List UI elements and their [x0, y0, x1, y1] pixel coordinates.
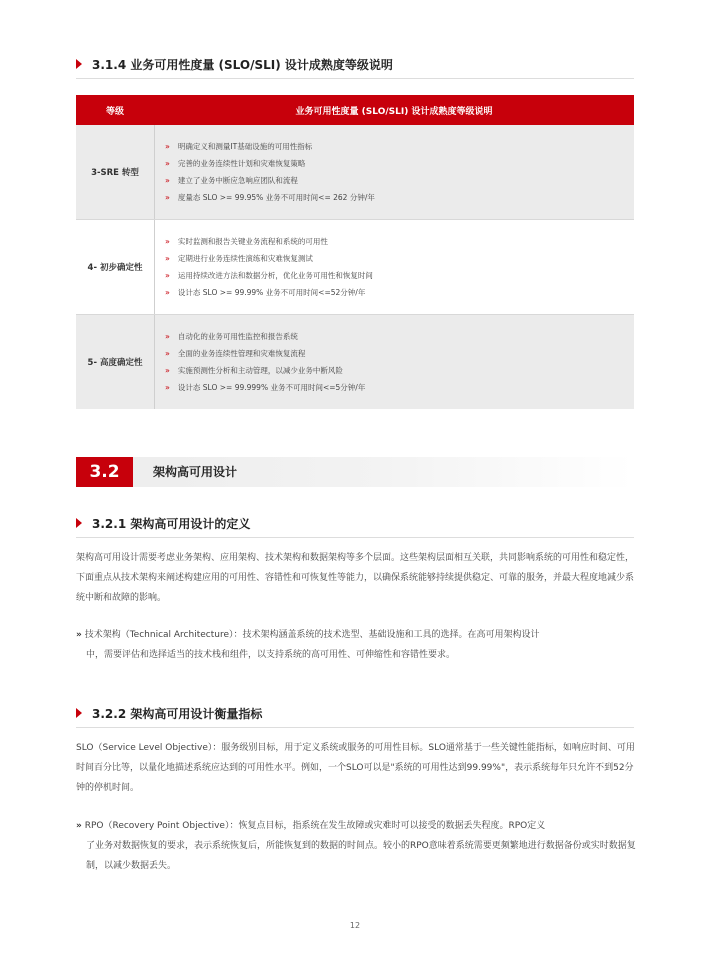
subsection-title-314: 3.1.4 业务可用性度量 (SLO/SLI) 设计成熟度等级说明 — [92, 58, 393, 72]
bullet-text: 技术架构（Technical Architecture）：技术架构涵盖系统的技术选型、基础设施和工具的选择。在高可用架构设计 — [84, 630, 540, 640]
list-item: » 全面的业务连续性管理和灾难恢复流程 — [165, 345, 634, 362]
bullet-paragraph — [76, 625, 636, 665]
divider — [76, 78, 634, 79]
list-item: » 设计态 SLO >= 99.999% 业务不可用时间<=5分钟/年 — [165, 379, 634, 396]
description-cell — [155, 315, 634, 409]
bullet-text: RPO（Recovery Point Objective）：恢复点目标，指系统在发生故障或灾难时可以接受的数据丢失程度。RPO定义 — [84, 821, 546, 831]
list-item: » 实施预测性分析和主动管理，以减少业务中断风险 — [165, 362, 634, 379]
bullet-text-continued: 了业务对数据恢复的要求，表示系统恢复后，所能恢复到的数据的时间点。较小的RPO意味着系统需要更频繁地进行数据备份或实时数据复制，以减少数据丢失。 — [86, 841, 636, 871]
bullet-text-continued: 中，需要评估和选择适当的技术栈和组件，以支持系统的高可用性、可伸缩性和容错性要求。 — [86, 650, 456, 660]
table-row — [76, 314, 634, 409]
table-row — [76, 125, 634, 219]
description-cell — [155, 220, 634, 314]
list-item: » 运用持续改进方法和数据分析，优化业务可用性和恢复时间 — [165, 267, 634, 284]
list-item: » 建立了业务中断应急响应团队和流程 — [165, 172, 634, 189]
chevron-right-icon — [76, 59, 82, 69]
header-level: 等级 — [105, 106, 124, 117]
level-cell: 3-SRE 转型 — [76, 125, 155, 219]
divider — [76, 537, 634, 538]
paragraph: SLO（Service Level Objective）：服务级别目标，用于定义系统或服务的可用性目标。SLO通常基于一些关键性能指标，如响应时间、可用时间百分比等，以量化地描述系统应达到的可用性水平。例如，一个SLO可以是"系统的可用性达到99.99%"，表示系统每年只允许不到52分钟的停机时间。 — [76, 743, 635, 793]
list-item: » 明确定义和测量IT基础设施的可用性指标 — [165, 138, 634, 155]
level-cell: 4- 初步确定性 — [76, 220, 155, 314]
list-item: » 设计态 SLO >= 99.99% 业务不可用时间<=52分钟/年 — [165, 284, 634, 301]
section-banner — [76, 457, 634, 487]
table-header — [76, 95, 634, 125]
section-title: 架构高可用设计 — [153, 465, 238, 479]
section-number: 3.2 — [76, 457, 133, 487]
bullet-marker: » — [76, 630, 82, 640]
bullet-marker: » — [76, 821, 82, 831]
page-number: 12 — [349, 921, 361, 930]
chevron-right-icon — [76, 708, 82, 718]
table-row — [76, 219, 634, 314]
subsection-title-321: 3.2.1 架构高可用设计的定义 — [92, 517, 251, 531]
list-item: » 实时监测和报告关键业务流程和系统的可用性 — [165, 233, 634, 250]
subsection-title-322: 3.2.2 架构高可用设计衡量指标 — [92, 707, 263, 721]
paragraph: 架构高可用设计需要考虑业务架构、应用架构、技术架构和数据架构等多个层面。这些架构层面相互关联，共同影响系统的可用性和稳定性，下面重点从技术架构来阐述构建应用的可用性、容错性和可恢复性等能力，以确保系统能够持续提供稳定、可靠的服务，并最大程度地减少系统中断和故障的影响。 — [76, 553, 635, 603]
list-item: » 定期进行业务连续性演练和灾难恢复测试 — [165, 250, 634, 267]
list-item: » 自动化的业务可用性监控和报告系统 — [165, 328, 634, 345]
list-item: » 度量态 SLO >= 99.95% 业务不可用时间<= 262 分钟/年 — [165, 189, 634, 206]
level-cell: 5- 高度确定性 — [76, 315, 155, 409]
bullet-paragraph — [76, 816, 636, 876]
header-description: 业务可用性度量 (SLO/SLI) 设计成熟度等级说明 — [295, 106, 493, 117]
chevron-right-icon — [76, 518, 82, 528]
list-item: » 完善的业务连续性计划和灾难恢复策略 — [165, 155, 634, 172]
divider — [76, 727, 634, 728]
maturity-table — [76, 95, 634, 409]
description-cell — [155, 125, 634, 219]
